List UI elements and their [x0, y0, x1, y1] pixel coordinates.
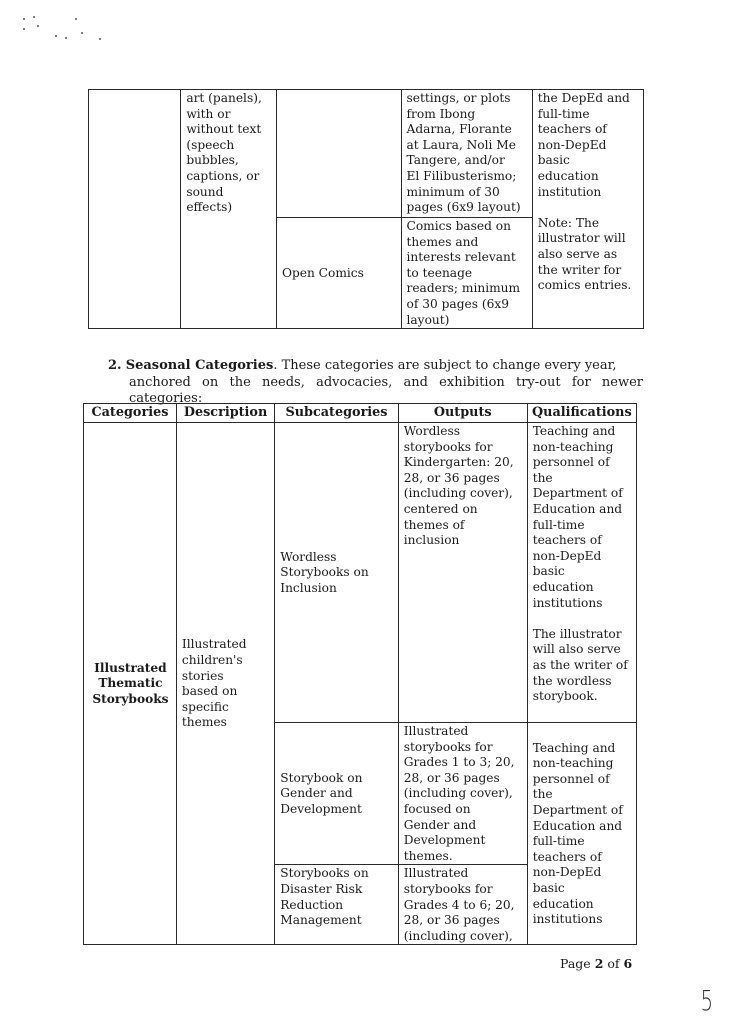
seasonal-categories-table	[83, 403, 637, 945]
qualifications-cell: the DepEd and full-time teachers of non-DepEd basic education institution Note: The illustrator will also serve as the writer for comics entries.	[532, 90, 643, 329]
subcategory-cell-open-comics: Open Comics	[276, 218, 401, 329]
page-number	[560, 956, 632, 971]
section-text-2: anchored on the needs, advocacies, and exhibition try-out for newer categories:	[129, 374, 643, 406]
section-paragraph	[108, 358, 643, 408]
outputs-cell: Wordless storybooks for Kindergarten: 20, 28, or 36 pages (including cover), centered on themes of inclusion	[398, 423, 527, 723]
header-row	[84, 404, 637, 423]
header-subcategories: Subcategories	[275, 404, 398, 423]
header-categories: Categories	[84, 404, 177, 423]
page-total: 6	[623, 956, 633, 971]
scan-specks	[15, 12, 105, 52]
section-title: Seasonal Categories	[125, 358, 274, 373]
outputs-cell: settings, or plots from Ibong Adarna, Florante at Laura, Noli Me Tangere, and/or El Filibusterismo; minimum of 30 pages (6x9 layout)	[401, 90, 532, 218]
section-text-1: . These categories are subject to change every year,	[273, 358, 617, 373]
table-row	[84, 423, 637, 723]
comics-category-table	[88, 89, 644, 329]
subcategory-cell: Storybook on Gender and Development	[275, 723, 398, 865]
header-qualifications: Qualifications	[527, 404, 636, 423]
page-label: Page	[560, 956, 595, 971]
subcategory-cell: Storybooks on Disaster Risk Reduction Management	[275, 865, 398, 945]
description-cell: Illustrated children's stories based on specific themes	[176, 423, 274, 945]
handwritten-page-mark: 5	[700, 984, 714, 1017]
header-description: Description	[176, 404, 274, 423]
page-current: 2	[594, 956, 604, 971]
outputs-cell: Illustrated storybooks for Grades 1 to 3; 20, 28, or 36 pages (including cover), focused on Gender and Development themes.	[398, 723, 527, 865]
description-cell: art (panels), with or without text (speech bubbles, captions, or sound effects)	[181, 90, 277, 329]
category-cell	[89, 90, 181, 329]
header-outputs: Outputs	[398, 404, 527, 423]
section-number: 2.	[108, 358, 122, 373]
outputs-cell: Comics based on themes and interests relevant to teenage readers; minimum of 30 pages (6x9 layout)	[401, 218, 532, 329]
subcategory-cell: Wordless Storybooks on Inclusion	[275, 423, 398, 723]
qualifications-cell: Teaching and non-teaching personnel of the Department of Education and full-time teachers of non-DepEd basic education institutions The illustrator will also serve as the writer of the wordless storybook.	[527, 423, 636, 723]
outputs-cell: Illustrated storybooks for Grades 4 to 6; 20, 28, or 36 pages (including cover),	[398, 865, 527, 945]
subcategory-cell	[276, 90, 401, 218]
category-cell: Illustrated Thematic Storybooks	[84, 423, 177, 945]
qualifications-cell: Teaching and non-teaching personnel of the Department of Education and full-time teachers of non-DepEd basic education institutions	[527, 723, 636, 945]
page-of: of	[603, 956, 624, 971]
